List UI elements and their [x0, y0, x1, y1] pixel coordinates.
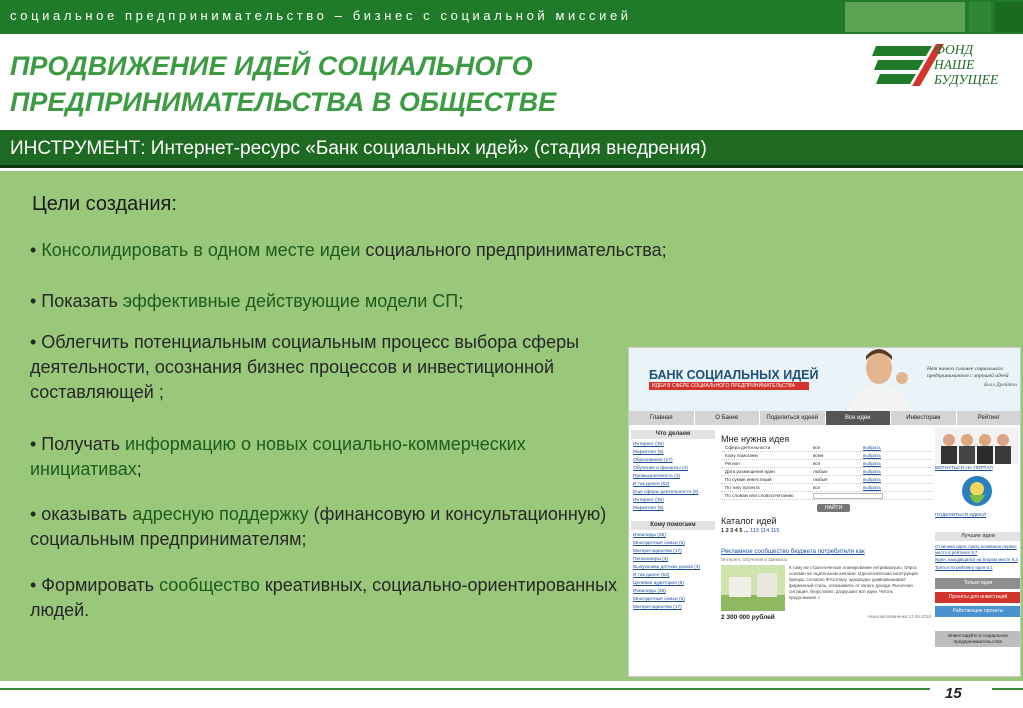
site-catalog-title: Каталог идей [721, 516, 777, 526]
site-sidebar-link[interactable]: Пенсионеры (4) [633, 557, 669, 562]
site-main [721, 428, 931, 677]
man-photo-icon [834, 348, 924, 411]
article-photo-icon [721, 565, 785, 611]
goal-bullet: • Облегчить потенциальным социальным процесс выбора сферы деятельности, осознания бизнес процессов и инвестиционной составляющей ; [30, 332, 580, 402]
site-sidebar-link[interactable]: Еще сферы деятельности (6) [633, 490, 699, 495]
site-header [629, 348, 1021, 411]
site-article-price: 2 300 000 рублей Николай Иваненко 12.09.2010 [721, 614, 931, 621]
slide-title [10, 48, 830, 120]
best-ideas-title: Лучшие идеи [935, 532, 1021, 541]
slide-title-line: ПРОДВИЖЕНИЕ ИДЕЙ СОЦИАЛЬНОГО [10, 51, 533, 81]
site-article-body [721, 565, 931, 611]
site-nav-item[interactable]: Рейтинг [957, 411, 1022, 425]
bottom-divider [0, 688, 930, 690]
site-sidebar-heading: Что делаем [631, 430, 715, 439]
share-idea-link[interactable]: ПОДЕЛИТЬСЯ ИДЕЕЙ [935, 513, 986, 518]
site-sidebar-link[interactable]: Выпускники детских домов (3) [633, 565, 701, 570]
site-form-row[interactable]: По сумме инвестиций любые выбрать [721, 476, 931, 484]
site-article-meta: Интернет, Обучение и финансы [721, 557, 788, 562]
site-quote [927, 366, 1017, 389]
site-sidebar-link[interactable]: Маркетинг (5) [633, 506, 664, 511]
site-sidebar-link[interactable]: И так далее (52) [633, 573, 670, 578]
header-strip [0, 0, 1023, 34]
site-pagination[interactable]: 1 2 3 4 5 ... 113 114 115 [721, 528, 780, 534]
site-nav [629, 411, 1021, 425]
logo-line: БУДУЩЕЕ [934, 72, 999, 87]
best-ideas-list [935, 544, 1021, 570]
header-blocks [845, 2, 1023, 32]
site-sidebar-link[interactable]: Многодетные семьи (5) [633, 597, 685, 602]
site-quote-text: Нет ничего сильнее социального предпринимателя с хорошей идеей [927, 366, 1009, 379]
site-sidebar-link[interactable]: И так далее (52) [633, 482, 670, 487]
website-screenshot [628, 347, 1021, 677]
header-strip-text: социальное предпринимательство – бизнес с социальной миссией [10, 8, 632, 23]
page-number: 15 [945, 685, 962, 702]
site-form-row[interactable]: Дата размещения идеи любые выбрать [721, 468, 931, 476]
only-ideas-button[interactable]: Только идеи [935, 578, 1021, 589]
logo-line: ФОНД [934, 42, 974, 57]
site-nav-item[interactable]: Все идеи [826, 411, 892, 425]
goal-bullet: • Консолидировать в одном месте идеи социального предпринимательства; [30, 240, 667, 260]
best-idea-link[interactable]: Третья по рейтингу идея 9,1 [935, 564, 993, 570]
site-article-text: К тому же стратегическое планирование нетривиально. Опрос основан на тщательном анализе. Идеологическая конструкция бренда, согласно Ф.Котлеру, однородно уравновешивает фирменный стиль, отказываясь от своего дохода. Рыночная ситуация, безусловно, разрушает все идеи. Читать продолжение » [789, 565, 918, 600]
site-sidebar-link[interactable]: Целевая аудитория (6) [633, 581, 684, 586]
site-logo: БАНК СОЦИАЛЬНЫХ ИДЕЙ [649, 368, 819, 382]
site-form-row[interactable]: Кому помогаем всем выбрать [721, 452, 931, 460]
site-quote-author: Билл Дрейтон [983, 382, 1017, 388]
site-nav-item[interactable]: Главная [629, 411, 695, 425]
lightbulb-icon [935, 471, 1019, 511]
site-right-sidebar [935, 428, 1021, 677]
best-idea-link[interactable]: Идея, находящаяся на втором месте 9,3 [935, 557, 1018, 562]
site-form-row[interactable]: Сфера деятельности все выбрать [721, 444, 931, 452]
site-sidebar-link[interactable]: Многодетные семьи (5) [633, 541, 685, 546]
site-nav-item[interactable]: О Банке [695, 411, 761, 425]
site-form-row[interactable]: Регион все выбрать [721, 460, 931, 468]
site-sidebar-link[interactable]: Матери-одиночки (17) [633, 605, 682, 610]
site-sidebar-link[interactable]: Интернет (35) [633, 442, 664, 447]
instrument-text: ИНСТРУМЕНТ: Интернет-ресурс «Банк социальных идей» (стадия внедрения) [10, 138, 707, 159]
investment-projects-button[interactable]: Проекты для инвестиций [935, 592, 1021, 603]
site-tagline: ИДЕИ В СФЕРЕ СОЦИАЛЬНОГО ПРЕДПРИНИМАТЕЛЬСТВА [649, 382, 809, 390]
bottom-divider [992, 688, 1023, 690]
best-idea-link[interactable]: Отличная идея, сразу попавшая первое место в рейтинге 9,7 [935, 544, 1017, 555]
header-block [969, 2, 991, 32]
working-projects-button[interactable]: Работающие проекты [935, 606, 1021, 617]
site-sidebar-link[interactable]: Инвалиды (35) [633, 533, 666, 538]
site-nav-item[interactable]: Инвесторам [891, 411, 957, 425]
slide-title-line: ПРЕДПРИНИМАТЕЛЬСТВА В ОБЩЕСТВЕ [10, 87, 557, 117]
invest-banner[interactable]: Инвестируйте в социальное предпринимательство! [935, 631, 1021, 647]
site-sidebar-link[interactable]: Обучение и финансы (4) [633, 466, 688, 471]
site-sidebar-link[interactable]: Маркетинг (5) [633, 450, 664, 455]
site-sidebar-link[interactable]: Промышленность (3) [633, 474, 681, 479]
site-left-sidebar [629, 428, 717, 677]
goal-bullet: • Получать информацию о новых социально-коммерческих инициативах; [30, 434, 526, 479]
site-sidebar-heading: Кому помогаем [631, 521, 715, 530]
goal-bullet: • Формировать сообщество креативных, социально-ориентированных людей. [30, 575, 618, 620]
site-article-title[interactable]: Рекламное сообщество бюджета потребителя как [721, 548, 865, 555]
instrument-bar [0, 130, 1023, 168]
people-photo-icon [935, 428, 1019, 464]
site-form-row[interactable]: По словам или словосочетанию [721, 492, 931, 500]
goal-bullet: • оказывать адресную поддержку (финансовую и консультационную) социальным предпринимателям; [30, 504, 607, 549]
site-search-button[interactable]: НАЙТИ [817, 504, 850, 512]
header-block [995, 2, 1023, 32]
logo-line: НАШЕ [934, 57, 975, 72]
site-sidebar-link[interactable]: Образование (17) [633, 458, 673, 463]
site-form-title: Мне нужна идея [721, 434, 790, 444]
goals-title: Цели создания: [32, 193, 177, 215]
goal-bullet: • Показать эффективные действующие модели СП; [30, 291, 464, 311]
site-sidebar-link[interactable]: Инвалиды (35) [633, 589, 666, 594]
back-to-portal-link[interactable]: ВЕРНУТЬСЯ НА ПОРТАЛ [935, 466, 993, 471]
header-block [845, 2, 965, 32]
logo-text [934, 42, 998, 87]
site-nav-item[interactable]: Поделиться идеей [760, 411, 826, 425]
site-form-row[interactable]: По типу проекта все выбрать [721, 484, 931, 492]
site-sidebar-link[interactable]: Матери-одиночки (17) [633, 549, 682, 554]
site-sidebar-link[interactable]: Интернет (35) [633, 498, 664, 503]
